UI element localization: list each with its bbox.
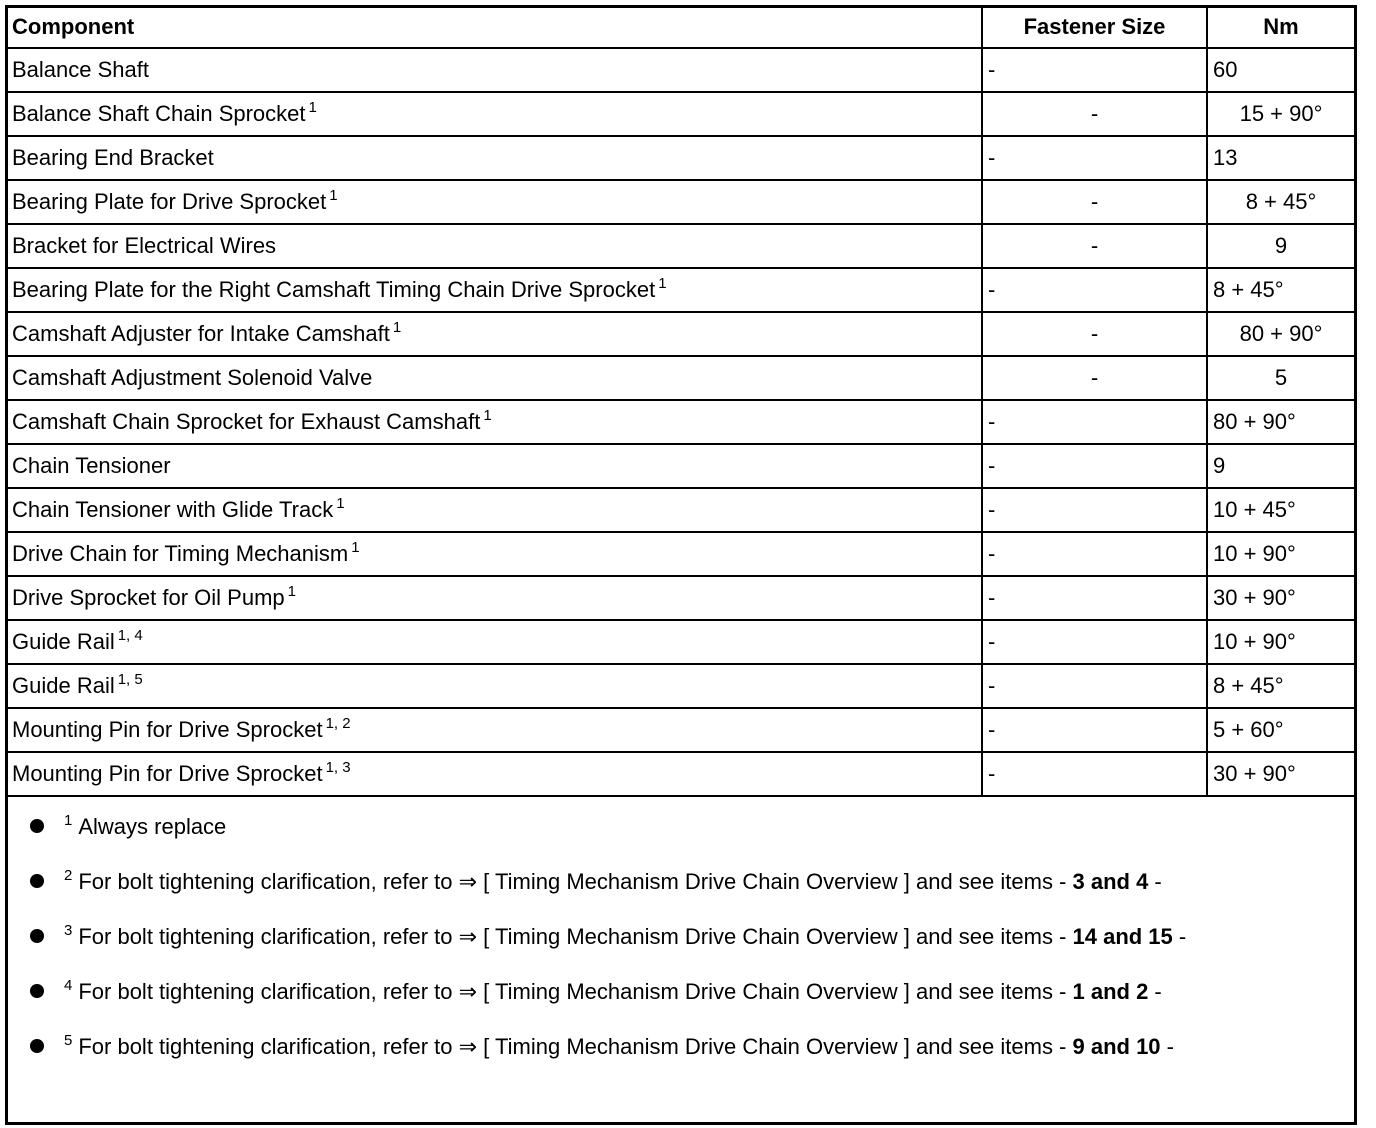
component-cell (6, 224, 982, 268)
footnote-reference: 1 (658, 275, 667, 292)
torque-nm-cell: 60 (1207, 48, 1355, 92)
component-name: Balance Shaft Chain Sprocket (12, 101, 306, 126)
footnote-number: 2 (64, 867, 73, 884)
fastener-size-cell: - (982, 92, 1207, 136)
table-row (6, 224, 1355, 268)
footnote-body: For bolt tightening clarification, refer to ⇒ [ Timing Mechanism Drive Chain Overview ] and see items - (78, 1034, 1073, 1059)
component-name: Chain Tensioner with Glide Track (12, 497, 334, 522)
footnote-tail: - (1172, 924, 1187, 949)
footnote-tail: - (1148, 979, 1162, 1004)
footnote-text (64, 869, 1162, 895)
header-nm: Nm (1207, 6, 1355, 48)
component-name: Mounting Pin for Drive Sprocket (12, 717, 323, 742)
torque-nm-cell: 8 + 45° (1207, 664, 1355, 708)
component-name: Drive Sprocket for Oil Pump (12, 585, 285, 610)
footnote-body: For bolt tightening clarification, refer to ⇒ [ Timing Mechanism Drive Chain Overview ] and see items - (78, 979, 1073, 1004)
footnote-reference: 1 (351, 539, 360, 556)
table-row (6, 48, 1355, 92)
fastener-size-cell: - (982, 224, 1207, 268)
footnote-text (64, 979, 1162, 1005)
footnote-reference: 1 (308, 99, 317, 116)
footnote-number: 3 (64, 922, 73, 939)
bullet-icon (30, 819, 44, 833)
fastener-size-cell: - (982, 620, 1207, 664)
footnote-items-reference: 14 and 15 (1072, 924, 1173, 949)
footnote-reference: 1 (483, 407, 492, 424)
bullet-icon (30, 874, 44, 888)
table-row (6, 664, 1355, 708)
fastener-size-cell: - (982, 532, 1207, 576)
bullet-icon (30, 984, 44, 998)
torque-spec-table (5, 5, 1356, 797)
component-cell (6, 708, 982, 752)
header-fastener-size: Fastener Size (982, 6, 1207, 48)
footnote-text (64, 1034, 1174, 1060)
component-cell (6, 752, 982, 796)
torque-nm-cell: 80 + 90° (1207, 312, 1355, 356)
table-row (6, 576, 1355, 620)
footnote-reference: 1 (329, 187, 338, 204)
component-cell (6, 48, 982, 92)
footnote-text (64, 814, 226, 840)
footnote-body: For bolt tightening clarification, refer to ⇒ [ Timing Mechanism Drive Chain Overview ] and see items - (78, 869, 1073, 894)
torque-nm-cell: 5 + 60° (1207, 708, 1355, 752)
footnote-number: 4 (64, 977, 73, 994)
table-row (6, 268, 1355, 312)
footnote-reference: 1 (392, 319, 402, 336)
table-row (6, 356, 1355, 400)
fastener-size-cell: - (982, 136, 1207, 180)
torque-nm-cell: 10 + 45° (1207, 488, 1355, 532)
component-cell (6, 576, 982, 620)
footnote-number: 5 (64, 1032, 73, 1049)
torque-nm-cell: 13 (1207, 136, 1355, 180)
component-name: Camshaft Chain Sprocket for Exhaust Camshaft (12, 409, 481, 434)
component-cell (6, 92, 982, 136)
table-row (6, 488, 1355, 532)
component-cell (6, 180, 982, 224)
fastener-size-cell: - (982, 664, 1207, 708)
footnote-body: Always replace (78, 814, 227, 839)
component-cell (6, 312, 982, 356)
table-row (6, 752, 1355, 796)
footnote-items-reference: 9 and 10 (1072, 1034, 1161, 1059)
footnote-tail: - (1160, 1034, 1174, 1059)
component-name: Camshaft Adjuster for Intake Camshaft (12, 321, 390, 346)
torque-nm-cell: 8 + 45° (1207, 180, 1355, 224)
header-component: Component (6, 6, 982, 48)
footnote-body: For bolt tightening clarification, refer to ⇒ [ Timing Mechanism Drive Chain Overview ] and see items - (78, 924, 1073, 949)
torque-nm-cell: 10 + 90° (1207, 532, 1355, 576)
torque-nm-cell: 15 + 90° (1207, 92, 1355, 136)
torque-nm-cell: 9 (1207, 224, 1355, 268)
torque-nm-cell: 10 + 90° (1207, 620, 1355, 664)
footnote-tail: - (1148, 869, 1162, 894)
table-row (6, 180, 1355, 224)
component-cell (6, 444, 982, 488)
footnote-items-reference: 3 and 4 (1072, 869, 1149, 894)
bullet-icon (30, 929, 44, 943)
component-name: Bearing Plate for Drive Sprocket (12, 189, 327, 214)
component-cell (6, 488, 982, 532)
torque-nm-cell: 8 + 45° (1207, 268, 1355, 312)
fastener-size-cell: - (982, 576, 1207, 620)
table-row (6, 444, 1355, 488)
torque-nm-cell: 9 (1207, 444, 1355, 488)
table-row (6, 532, 1355, 576)
component-name: Bearing Plate for the Right Camshaft Timing Chain Drive Sprocket (12, 277, 656, 302)
component-name: Mounting Pin for Drive Sprocket (12, 761, 323, 786)
footnote-reference: 1, 5 (117, 671, 143, 688)
component-cell (6, 136, 982, 180)
fastener-size-cell: - (982, 312, 1207, 356)
torque-nm-cell: 30 + 90° (1207, 752, 1355, 796)
footnote-items-reference: 1 and 2 (1072, 979, 1149, 1004)
fastener-size-cell: - (982, 400, 1207, 444)
footnote-reference: 1, 2 (325, 715, 351, 732)
bullet-icon (30, 1039, 44, 1053)
fastener-size-cell: - (982, 488, 1207, 532)
footnote-text (64, 924, 1186, 950)
table-row (6, 620, 1355, 664)
component-cell (6, 620, 982, 664)
component-cell (6, 532, 982, 576)
component-name: Balance Shaft (12, 57, 149, 82)
torque-nm-cell: 5 (1207, 356, 1355, 400)
fastener-size-cell: - (982, 180, 1207, 224)
component-cell (6, 356, 982, 400)
fastener-size-cell: - (982, 356, 1207, 400)
fastener-size-cell: - (982, 752, 1207, 796)
footnote-reference: 1, 4 (117, 627, 143, 644)
component-name: Camshaft Adjustment Solenoid Valve (12, 365, 373, 390)
fastener-size-cell: - (982, 48, 1207, 92)
component-cell (6, 400, 982, 444)
table-row (6, 400, 1355, 444)
component-name: Bracket for Electrical Wires (12, 233, 277, 258)
footnote-reference: 1 (287, 583, 296, 600)
component-cell (6, 268, 982, 312)
component-name: Bearing End Bracket (12, 145, 214, 170)
fastener-size-cell: - (982, 708, 1207, 752)
table-row (6, 312, 1355, 356)
torque-nm-cell: 30 + 90° (1207, 576, 1355, 620)
table-row (6, 708, 1355, 752)
fastener-size-cell: - (982, 444, 1207, 488)
table-row (6, 92, 1355, 136)
footnote-reference: 1 (336, 495, 345, 512)
table-header-row (6, 6, 1355, 48)
component-name: Chain Tensioner (12, 453, 171, 478)
fastener-size-cell: - (982, 268, 1207, 312)
torque-nm-cell: 80 + 90° (1207, 400, 1355, 444)
component-name: Guide Rail (12, 629, 115, 654)
table-row (6, 136, 1355, 180)
footnote-reference: 1, 3 (325, 759, 351, 776)
component-cell (6, 664, 982, 708)
component-name: Guide Rail (12, 673, 115, 698)
footnote-number: 1 (64, 812, 73, 829)
component-name: Drive Chain for Timing Mechanism (12, 541, 349, 566)
